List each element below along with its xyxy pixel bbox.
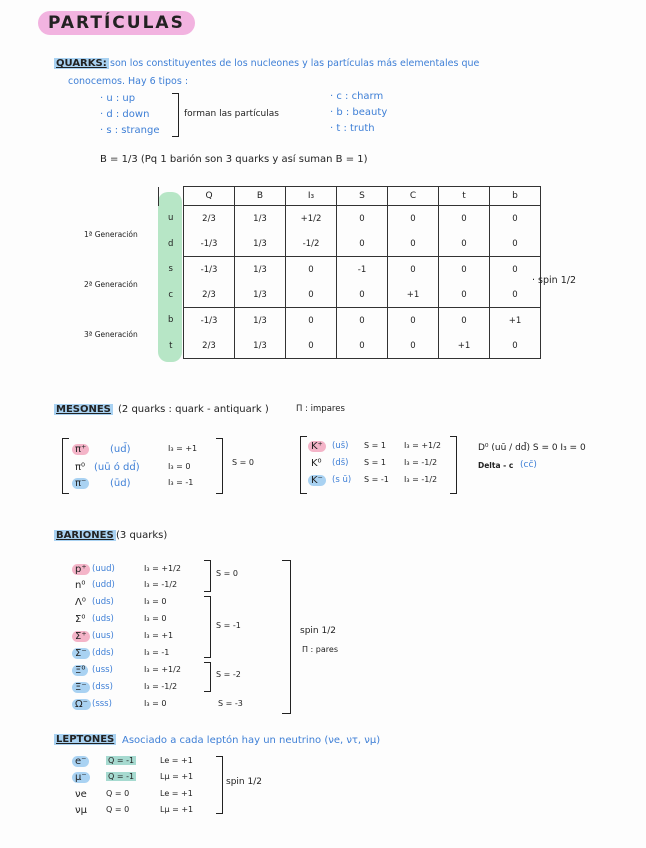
- kaon-zero-i3: I₃ = -1/2: [404, 458, 438, 467]
- table-row: t 2/3 1/3 0 0 0 +1 0: [159, 333, 541, 359]
- quarks-intro-1: son los constituyentes de los nucleones y las partículas más elementales que: [110, 58, 480, 69]
- col-header: S: [337, 187, 388, 206]
- baryon-i3: I₃ = 0: [144, 597, 167, 606]
- quark-strange: · s : strange: [100, 125, 160, 136]
- bariones-heading: BARIONES: [56, 530, 114, 541]
- kaon-zero-s: S = 1: [364, 458, 386, 467]
- lepton-charge: Q = -1: [108, 772, 135, 781]
- pion-minus-quarks: (ūd): [110, 478, 131, 489]
- bariones-desc: (3 quarks): [116, 530, 168, 541]
- pion-plus-quarks: (ud̄): [110, 444, 131, 455]
- baryon-name: Σ⁺: [72, 631, 90, 642]
- lepton-number: Le = +1: [160, 789, 193, 798]
- baryon-quarks: (udd): [92, 580, 115, 590]
- baryon-name: Σ⁻: [72, 648, 90, 659]
- lepton-name: e⁻: [72, 756, 89, 767]
- baryon-name: Λ⁰: [75, 597, 86, 608]
- baryon-name: n⁰: [75, 580, 86, 591]
- delta-c-quarks: (cc̄): [520, 460, 537, 470]
- baryon-name: Σ⁰: [75, 614, 86, 625]
- quark-charm: · c : charm: [330, 91, 384, 102]
- pion-bracket-left: [62, 438, 69, 494]
- baryon-i3: I₃ = -1/2: [144, 682, 178, 691]
- baryon-name: Ξ⁰: [72, 665, 88, 676]
- lepton-spin: spin 1/2: [226, 777, 262, 787]
- baryon-quarks: (uss): [92, 665, 113, 675]
- table-row: u 2/3 1/3 +1/2 0 0 0 0: [159, 206, 541, 232]
- pion-plus: π⁺: [72, 444, 89, 455]
- baryon-parity: Π : pares: [302, 645, 338, 654]
- pion-zero-quarks: (uū ó dd̄): [94, 462, 140, 473]
- quark-beauty: · b : beauty: [330, 107, 388, 118]
- pion-zero-i3: I₃ = 0: [168, 462, 191, 471]
- baryon-number-line: B = 1/3 (Pq 1 barión son 3 quarks y así suman B = 1): [100, 154, 368, 165]
- pion-plus-i3: I₃ = +1: [168, 444, 198, 453]
- kaon-plus: K⁺: [308, 441, 326, 452]
- d-meson: D⁰ (uū / dd̄) S = 0 I₃ = 0: [478, 443, 586, 453]
- pion-minus-i3: I₃ = -1: [168, 478, 194, 487]
- baryon-brace-all: [282, 560, 291, 714]
- baryon-name: Ξ⁻: [72, 682, 90, 693]
- baryon-i3: I₃ = -1/2: [144, 580, 178, 589]
- kaon-zero-quarks: (ds̄): [332, 458, 349, 468]
- page-title: PARTÍCULAS: [38, 11, 195, 35]
- baryon-i3: I₃ = +1/2: [144, 665, 181, 674]
- leptones-heading: LEPTONES: [56, 734, 115, 745]
- baryon-i3: I₃ = +1: [144, 631, 174, 640]
- lepton-charge: Q = -1: [108, 756, 135, 765]
- baryon-quarks: (dss): [92, 682, 113, 692]
- generation-2: 2ª Generación: [84, 280, 138, 289]
- baryon-i3: I₃ = -1: [144, 648, 170, 657]
- baryon-s2: S = -2: [216, 670, 241, 679]
- pion-strangeness: S = 0: [232, 458, 254, 467]
- baryon-name: Ω⁻: [72, 699, 91, 710]
- lepton-number: Le = +1: [160, 756, 193, 765]
- quark-up: · u : up: [100, 93, 136, 104]
- kaon-minus-quarks: (s ū): [332, 475, 352, 485]
- quark-down: · d : down: [100, 109, 150, 120]
- lepton-brace: [216, 756, 223, 814]
- col-header: t: [439, 187, 490, 206]
- col-header: C: [388, 187, 439, 206]
- baryon-i3: I₃ = 0: [144, 699, 167, 708]
- lepton-name: μ⁻: [72, 772, 90, 783]
- kaon-plus-i3: I₃ = +1/2: [404, 441, 441, 450]
- table-row: c 2/3 1/3 0 0 +1 0 0: [159, 282, 541, 308]
- baryon-i3: I₃ = +1/2: [144, 564, 181, 573]
- lepton-number: Lμ = +1: [160, 805, 194, 814]
- kaon-minus-i3: I₃ = -1/2: [404, 475, 438, 484]
- baryon-brace-s1: [204, 596, 211, 658]
- baryon-s3: S = -3: [218, 699, 243, 708]
- baryon-name: p⁺: [72, 564, 90, 575]
- baryon-brace-s0: [204, 560, 211, 592]
- leptones-desc: Asociado a cada leptón hay un neutrino (νe, ντ, νμ): [122, 735, 381, 746]
- quark-brace: [172, 93, 179, 137]
- table-row: b -1/3 1/3 0 0 0 0 +1: [159, 308, 541, 334]
- baryon-s0: S = 0: [216, 569, 238, 578]
- pion-zero: π⁰: [75, 462, 86, 473]
- lepton-charge: Q = 0: [106, 805, 130, 814]
- pion-minus: π⁻: [72, 478, 89, 489]
- pion-bracket-right: [216, 438, 223, 494]
- baryon-quarks: (uds): [92, 614, 114, 624]
- quark-table: [158, 186, 541, 359]
- kaon-plus-s: S = 1: [364, 441, 386, 450]
- col-header: Q: [184, 187, 235, 206]
- baryon-quarks: (uud): [92, 564, 115, 574]
- kaon-minus-s: S = -1: [364, 475, 389, 484]
- lepton-number: Lμ = +1: [160, 772, 194, 781]
- kaon-bracket-left: [300, 436, 307, 494]
- mesones-desc: (2 quarks : quark - antiquark ): [118, 404, 269, 415]
- generation-3: 3ª Generación: [84, 330, 138, 339]
- col-header: B: [235, 187, 286, 206]
- baryon-brace-s2: [204, 662, 211, 692]
- baryon-quarks: (dds): [92, 648, 114, 658]
- baryon-quarks: (uds): [92, 597, 114, 607]
- baryon-i3: I₃ = 0: [144, 614, 167, 623]
- table-row: d -1/3 1/3 -1/2 0 0 0 0: [159, 231, 541, 257]
- kaon-bracket-right: [450, 436, 457, 494]
- mesones-heading: MESONES: [56, 404, 111, 415]
- baryon-quarks: (sss): [92, 699, 112, 709]
- quark-note: forman las partículas: [184, 109, 279, 119]
- baryon-quarks: (uus): [92, 631, 114, 641]
- lepton-name: νμ: [75, 805, 87, 816]
- col-header: b: [490, 187, 541, 206]
- quarks-intro-2: conocemos. Hay 6 tipos :: [68, 76, 189, 87]
- delta-c-label: Delta - c: [478, 461, 514, 470]
- quark-spin-note: · spin 1/2: [532, 275, 576, 286]
- kaon-minus: K⁻: [308, 475, 326, 486]
- kaon-plus-quarks: (us̄): [332, 441, 349, 451]
- table-row: s -1/3 1/3 0 -1 0 0 0: [159, 257, 541, 283]
- quark-truth: · t : truth: [330, 123, 375, 134]
- baryon-s1: S = -1: [216, 621, 241, 630]
- col-header: I₃: [286, 187, 337, 206]
- lepton-name: νe: [75, 789, 87, 800]
- kaon-zero: K⁰: [311, 458, 322, 469]
- generation-1: 1ª Generación: [84, 230, 138, 239]
- lepton-charge: Q = 0: [106, 789, 130, 798]
- baryon-spin: spin 1/2: [300, 626, 336, 636]
- quarks-heading: QUARKS:: [56, 58, 107, 69]
- mesones-parity: Π : impares: [296, 404, 345, 414]
